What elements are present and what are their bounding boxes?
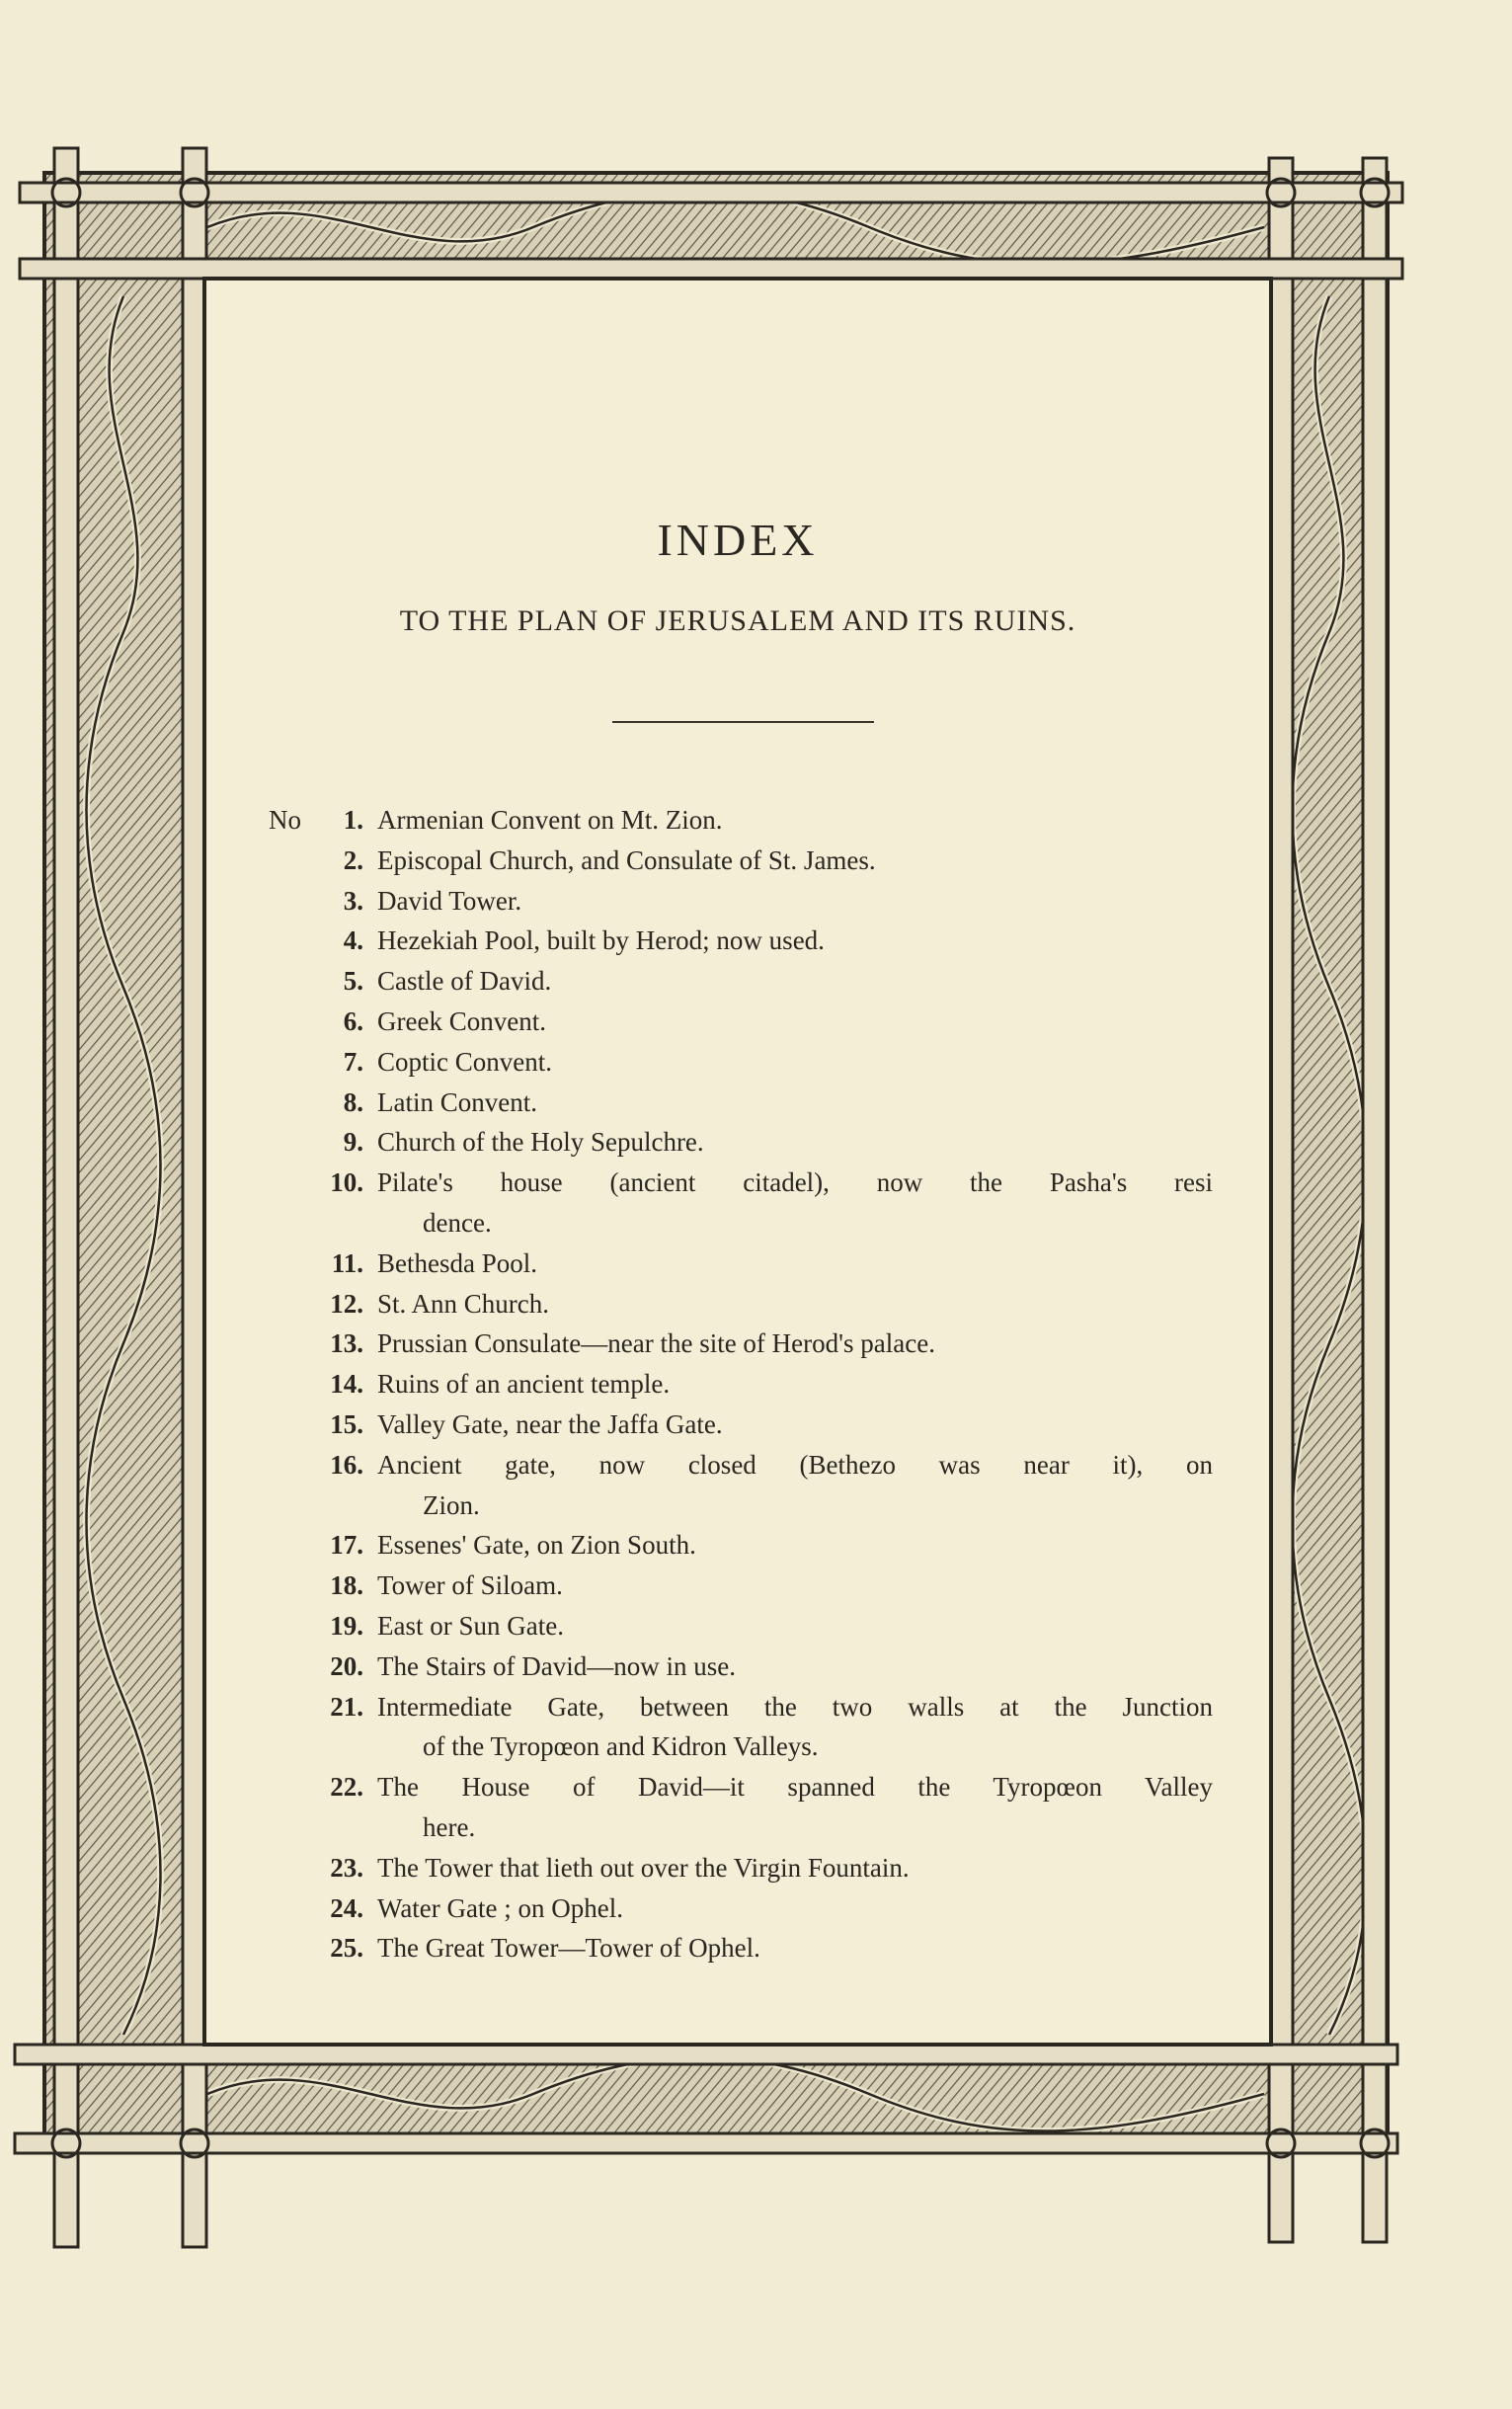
entry-number: 15. xyxy=(330,1409,363,1439)
index-entry xyxy=(0,921,1512,961)
entry-text: Intermediate Gate, between the two walls at the Junction xyxy=(377,1691,1213,1722)
entry-text: Pilate's house (ancient citadel), now the Pasha's resi xyxy=(377,1167,1213,1198)
index-entry xyxy=(0,1767,1512,1807)
entry-number: 24. xyxy=(330,1892,363,1923)
index-entry xyxy=(0,1083,1512,1123)
entry-text: Armenian Convent on Mt. Zion. xyxy=(377,805,723,835)
entry-continuation-text: of the Tyropœon and Kidron Valleys. xyxy=(423,1731,819,1762)
entry-text: David Tower. xyxy=(377,885,522,916)
index-entry xyxy=(0,1364,1512,1405)
page-title: INDEX xyxy=(657,515,819,565)
entry-number: 19. xyxy=(330,1611,363,1641)
index-entry xyxy=(0,1122,1512,1163)
entry-text: Water Gate ; on Ophel. xyxy=(377,1892,623,1923)
entry-number: 10. xyxy=(330,1167,363,1198)
entry-text: The Tower that lieth out over the Virgin Fountain. xyxy=(377,1852,910,1883)
entry-number: 13. xyxy=(330,1328,363,1359)
entry-number: 8. xyxy=(343,1086,363,1117)
entry-text: Episcopal Church, and Consulate of St. James. xyxy=(377,844,876,875)
entry-number: 5. xyxy=(343,966,363,997)
entry-prefix: No xyxy=(269,805,301,835)
index-entry xyxy=(0,1687,1512,1727)
entry-number: 20. xyxy=(330,1650,363,1681)
entry-text: East or Sun Gate. xyxy=(377,1611,564,1641)
entry-number: 17. xyxy=(330,1530,363,1561)
index-entry xyxy=(0,1646,1512,1687)
index-entry xyxy=(0,1002,1512,1042)
entry-continuation-text: Zion. xyxy=(423,1489,480,1520)
entry-number: 4. xyxy=(343,925,363,956)
entry-number: 7. xyxy=(343,1046,363,1077)
entry-text: Essenes' Gate, on Zion South. xyxy=(377,1530,696,1561)
index-entry xyxy=(0,1163,1512,1203)
entry-number: 2. xyxy=(343,844,363,875)
index-entry xyxy=(0,1888,1512,1929)
entry-text: Latin Convent. xyxy=(377,1086,537,1117)
entry-continuation-text: here. xyxy=(423,1812,476,1842)
index-entry xyxy=(0,1848,1512,1888)
index-entry xyxy=(0,961,1512,1002)
index-entry xyxy=(0,1324,1512,1364)
page-subtitle: TO THE PLAN OF JERUSALEM AND ITS RUINS. xyxy=(399,604,1076,637)
entry-continuation-text: dence. xyxy=(423,1208,492,1238)
entry-number: 11. xyxy=(331,1247,363,1278)
entry-text: The House of David—it spanned the Tyropœon Valley xyxy=(377,1772,1213,1803)
index-entry xyxy=(0,881,1512,922)
index-entry xyxy=(0,800,1512,841)
entry-text: Ruins of an ancient temple. xyxy=(377,1369,671,1400)
entry-number: 23. xyxy=(330,1852,363,1883)
entry-text: The Great Tower—Tower of Ophel. xyxy=(377,1933,760,1964)
entry-number: 14. xyxy=(330,1369,363,1400)
entry-number: 21. xyxy=(330,1691,363,1722)
entry-text: Coptic Convent. xyxy=(377,1046,552,1077)
entry-text: Ancient gate, now closed (Bethezo was near it), on xyxy=(377,1449,1213,1480)
index-entry xyxy=(0,1566,1512,1606)
entry-text: Bethesda Pool. xyxy=(377,1247,537,1278)
entry-text: Greek Convent. xyxy=(377,1006,546,1036)
entry-number: 9. xyxy=(343,1127,363,1158)
entry-number: 25. xyxy=(330,1933,363,1964)
index-entry xyxy=(0,1405,1512,1445)
entry-number: 18. xyxy=(330,1570,363,1601)
entry-number: 16. xyxy=(330,1449,363,1480)
index-entry xyxy=(0,1928,1512,1968)
entry-number: 3. xyxy=(343,885,363,916)
entry-number: 12. xyxy=(330,1288,363,1319)
entry-number: 22. xyxy=(330,1772,363,1803)
entry-text: Tower of Siloam. xyxy=(377,1570,563,1601)
entry-text: Prussian Consulate—near the site of Herod's palace. xyxy=(377,1328,935,1359)
entry-text: Hezekiah Pool, built by Herod; now used. xyxy=(377,925,825,956)
entry-text: Castle of David. xyxy=(377,966,552,997)
index-entry xyxy=(0,1525,1512,1566)
index-entry xyxy=(0,1606,1512,1646)
divider-rule xyxy=(612,721,874,723)
entry-number: 6. xyxy=(343,1006,363,1036)
entry-number: 1. xyxy=(343,805,363,835)
index-entry xyxy=(0,1284,1512,1325)
entry-text: Church of the Holy Sepulchre. xyxy=(377,1127,704,1158)
index-entry xyxy=(0,1445,1512,1486)
entry-text: Valley Gate, near the Jaffa Gate. xyxy=(377,1409,723,1439)
entry-text: The Stairs of David—now in use. xyxy=(377,1650,736,1681)
index-entry xyxy=(0,1244,1512,1284)
entry-text: St. Ann Church. xyxy=(377,1288,550,1319)
index-entry xyxy=(0,1042,1512,1083)
index-entry xyxy=(0,841,1512,881)
